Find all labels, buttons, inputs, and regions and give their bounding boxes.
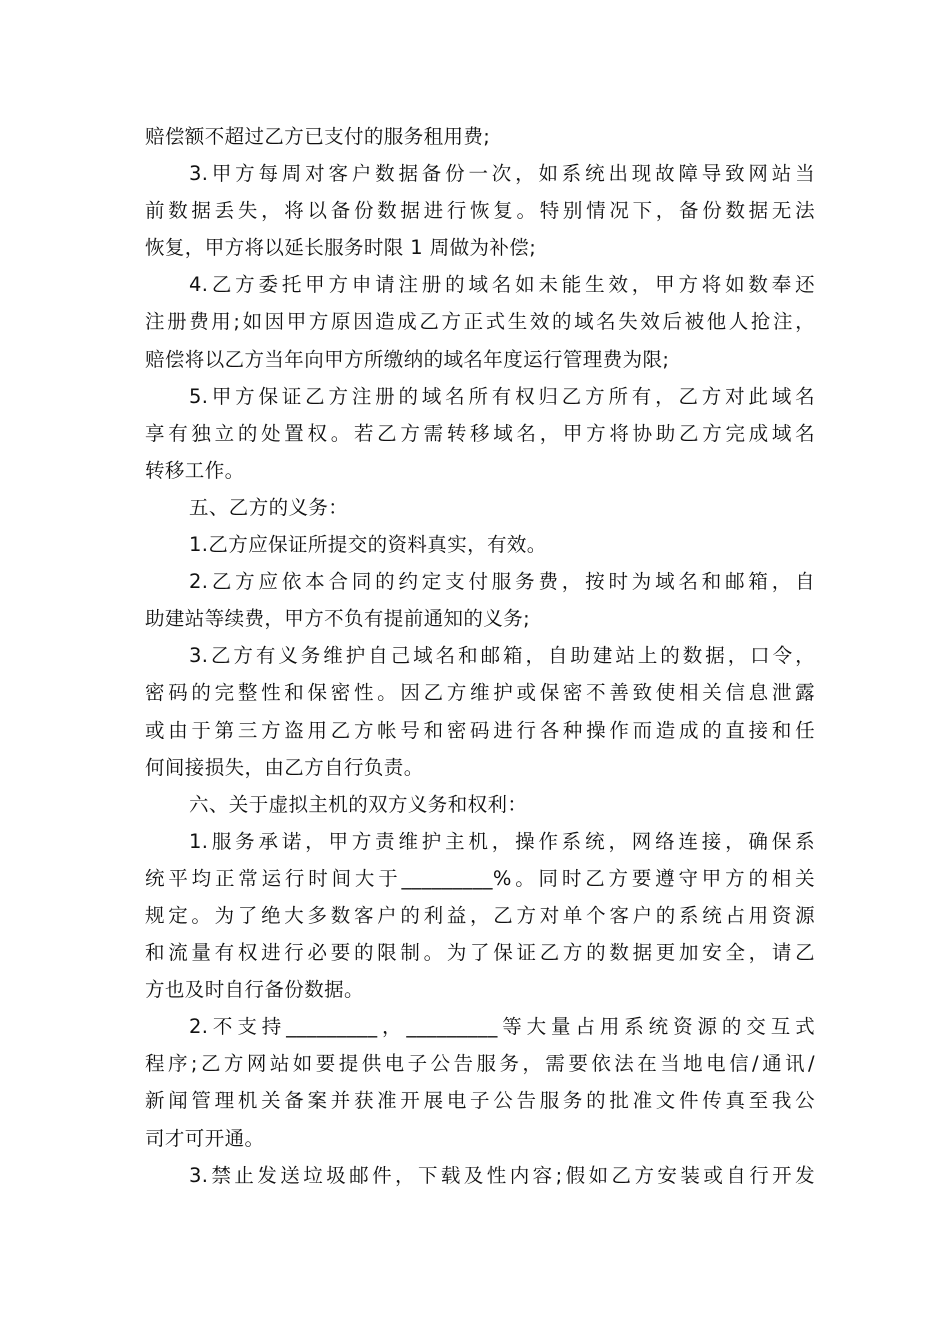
text-line: 3.禁止发送垃圾邮件，下载及性内容;假如乙方安装或自行开发 <box>189 1163 815 1187</box>
text-line: 助建站等续费，甲方不负有提前通知的义务; <box>145 607 531 631</box>
text-line: 赔偿额不超过乙方已支付的服务租用费; <box>145 125 491 148</box>
text-line: 注册费用;如因甲方原因造成乙方正式生效的域名失效后被他人抢注， <box>145 310 815 334</box>
text-line: 或由于第三方盗用乙方帐号和密码进行各种操作而造成的直接和任 <box>145 718 815 742</box>
text-line: 恢复，甲方将以延长服务时限 1 周做为补偿; <box>145 236 537 260</box>
text-line: 统平均正常运行时间大于_________%。同时乙方要遵守甲方的相关 <box>145 866 815 890</box>
text-line: 5.甲方保证乙方注册的域名所有权归乙方所有，乙方对此域名 <box>189 384 815 408</box>
text-line: 密码的完整性和保密性。因乙方维护或保密不善致使相关信息泄露 <box>145 681 815 705</box>
text-line: 2.乙方应依本合同的约定支付服务费，按时为域名和邮箱，自 <box>189 570 815 594</box>
text-line: 六、关于虚拟主机的双方义务和权利： <box>189 792 528 816</box>
text-line: 规定。为了绝大多数客户的利益，乙方对单个客户的系统占用资源 <box>145 903 815 927</box>
text-line: 程序;乙方网站如要提供电子公告服务，需要依法在当地电信/通讯/ <box>145 1052 815 1076</box>
text-line: 新闻管理机关备案并获准开展电子公告服务的批准文件传真至我公 <box>145 1089 815 1113</box>
text-line: 享有独立的处置权。若乙方需转移域名，甲方将协助乙方完成域名 <box>145 421 815 445</box>
text-line: 3.甲方每周对客户数据备份一次，如系统出现故障导致网站当 <box>189 162 815 186</box>
text-line: 4.乙方委托甲方申请注册的域名如未能生效，甲方将如数奉还 <box>189 273 815 297</box>
text-line: 3.乙方有义务维护自己域名和邮箱，自助建站上的数据，口令， <box>189 644 815 668</box>
text-line: 和流量有权进行必要的限制。为了保证乙方的数据更加安全，请乙 <box>145 941 815 965</box>
text-line: 1.服务承诺，甲方责维护主机，操作系统，网络连接，确保系 <box>189 829 815 853</box>
text-line: 赔偿将以乙方当年向甲方所缴纳的域名年度运行管理费为限; <box>145 347 670 371</box>
text-line: 转移工作。 <box>145 458 245 482</box>
text-line: 五、乙方的义务： <box>189 495 349 519</box>
document-body <box>145 118 815 1194</box>
text-line: 2.不支持_________，_________等大量占用系统资源的交互式 <box>189 1015 815 1039</box>
text-line: 方也及时自行备份数据。 <box>145 978 364 1002</box>
text-line: 何间接损失，由乙方自行负责。 <box>145 755 424 779</box>
text-line: 1.乙方应保证所提交的资料真实，有效。 <box>189 533 547 557</box>
text-line: 司才可开通。 <box>145 1126 265 1150</box>
text-line: 前数据丢失，将以备份数据进行恢复。特别情况下，备份数据无法 <box>145 199 815 223</box>
